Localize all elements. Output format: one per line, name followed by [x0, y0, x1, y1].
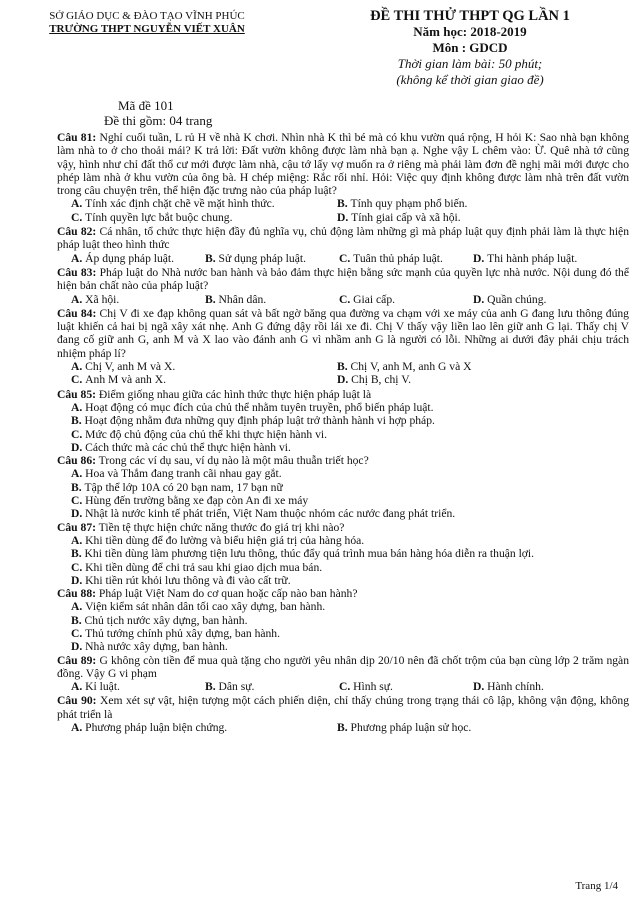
options-85	[71, 401, 629, 454]
question-text: Chị V đi xe đạp không quan sát và bất ngờ băng qua đường va chạm với xe máy của anh G đang lưu thông đúng luật khiến cả hai bị ngã xây xát nhẹ. Anh G đứng dậy rồi lái xe đi. Chị V thấy vậy liền lao lên giữ anh G lại. Thấy chị V đang cố giữ anh G, anh M và X lao vào đánh anh G vì nhầm anh G là người có lỗi. Những ai dưới đây phải chịu trách nhiệm pháp lí?	[57, 306, 629, 360]
options-90	[71, 721, 629, 734]
exam-time: Thời gian làm bài: 50 phút;	[397, 56, 543, 71]
question-number: Câu 81:	[57, 131, 97, 144]
question-90	[57, 694, 629, 721]
option-c: C. Hình sự.	[339, 680, 393, 694]
question-text: Trong các ví dụ sau, ví dụ nào là một mâu thuẫn triết học?	[95, 454, 369, 468]
option-b: B. Chị V, anh M, anh G và X	[337, 360, 472, 374]
question-text: Nghỉ cuối tuần, L rủ H về nhà K chơi. Nhìn nhà K thì bé mà có khu vườn quá rộng, H hỏi K: Sao nhà bạn không làm nhà to ở cho thoải mái? K trả lời: Đất vườn không được làm nhà bạn ạ. Nghe vậy L chêm vào: Ừ. Quê nhà tớ cũng vậy, hình như chỉ đất thổ cư mới được làm nhà, cậu tớ lấy vợ muốn ra ở riêng mà phải làm đơn đề nghị mãi mới được cho phép làm nhà ở khu vườn của ông bà. H chép miệng: Rắc rối nhỉ. Hỏi: Việc quy định không được làm nhà trên đất vườn trong câu chuyện trên, thể hiện đặc trưng nào của pháp luật?	[57, 131, 629, 198]
options-84	[71, 360, 629, 387]
page-footer: Trang 1/4	[575, 880, 618, 892]
option-c: C. Khi tiền dùng để chi trả sau khi giao dịch mua bán.	[71, 560, 323, 574]
question-text: Xem xét sự vật, hiện tượng một cách phiến diện, chỉ thấy chúng trong trạng thái cô lập, không vận động, không phát triển là	[57, 694, 629, 721]
option-a: A. Viện kiểm sát nhân dân tối cao xây dựng, ban hành.	[71, 600, 326, 614]
option-c: C. Tuân thủ pháp luật.	[339, 251, 443, 265]
option-b: B. Tập thể lớp 10A có 20 bạn nam, 17 bạn nữ	[71, 480, 283, 494]
question-82	[57, 225, 629, 252]
option-c: C. Thủ tướng chính phủ xây dựng, ban hành.	[71, 626, 281, 640]
option-a: A. Tính xác định chặt chẽ về mặt hình thức.	[71, 197, 275, 211]
options-81	[71, 197, 629, 224]
option-a: A. Khi tiền dùng để đo lường và biểu hiện giá trị của hàng hóa.	[71, 533, 365, 547]
option-a: A. Phương pháp luận biện chứng.	[71, 721, 228, 735]
option-b: B. Chủ tịch nước xây dựng, ban hành.	[71, 613, 248, 627]
option-b: B. Nhân dân.	[205, 292, 267, 306]
option-c: C. Tính quyền lực bắt buộc chung.	[71, 210, 233, 224]
options-88	[71, 600, 629, 653]
option-d: D. Quần chúng.	[473, 292, 547, 306]
question-text: Cá nhân, tổ chức thực hiện đầy đủ nghĩa vụ, chủ động làm những gì mà pháp luật quy định phải làm là thực hiện pháp luật theo hình thức	[57, 225, 629, 252]
option-d: D. Thi hành pháp luật.	[473, 251, 578, 265]
option-a: A. Chị V, anh M và X.	[71, 360, 176, 374]
question-83	[57, 266, 629, 293]
options-89	[71, 680, 629, 693]
option-b: B. Khi tiền dùng làm phương tiện lưu thông, thúc đẩy quá trình mua bán hàng hóa diễn ra thuận lợi.	[71, 547, 535, 561]
question-86	[57, 454, 629, 467]
option-b: B. Phương pháp luận sử học.	[337, 721, 472, 735]
question-81	[57, 131, 629, 197]
question-85	[57, 388, 629, 401]
option-a: A. Hoạt động có mục đích của chủ thể nhằm tuyên truyền, phổ biến pháp luật.	[71, 400, 434, 414]
option-d: D. Nhật là nước kinh tế phát triển, Việt Nam thuộc nhóm các nước đang phát triển.	[71, 507, 456, 521]
question-number: Câu 87:	[57, 520, 96, 534]
option-c: C. Anh M và anh X.	[71, 373, 166, 387]
option-b: B. Tính quy phạm phổ biến.	[337, 197, 468, 211]
question-89	[57, 654, 629, 681]
options-86	[71, 467, 629, 520]
question-87	[57, 521, 629, 534]
question-number: Câu 86:	[57, 454, 96, 468]
question-number: Câu 89:	[57, 653, 97, 667]
question-text: Pháp luật do Nhà nước ban hành và bảo đảm thực hiện bằng sức mạnh của quyền lực nhà nước. Nội dung đó thể hiện bản chất nào của pháp luật?	[57, 265, 629, 293]
header-right	[320, 8, 620, 88]
header-left	[22, 10, 272, 36]
option-c: C. Mức độ chủ động của chủ thể khi thực hiện hành vi.	[71, 427, 327, 441]
question-text: Tiền tệ thực hiện chức năng thước đo giá trị khi nào?	[95, 520, 345, 534]
page-count: Đề thi gồm: 04 trang	[104, 113, 213, 128]
exam-title: ĐỀ THI THỬ THPT QG LẦN 1	[370, 8, 570, 24]
exam-code: Mã đề 101	[118, 98, 174, 113]
question-number: Câu 88:	[57, 587, 96, 601]
question-text: G không còn tiền để mua quà tặng cho người yêu nhân dịp 20/10 nên đã chốt trộm của bạn cùng lớp 2 trăm ngàn đồng. Vậy G vi phạm	[57, 653, 629, 680]
option-b: B. Sử dụng pháp luật.	[205, 251, 306, 265]
option-d: D. Nhà nước xây dựng, ban hành.	[71, 640, 228, 654]
option-a: A. Áp dụng pháp luật.	[71, 251, 175, 265]
options-87	[71, 534, 629, 587]
option-c: C. Hùng đến trường bằng xe đạp còn An đi xe máy	[71, 494, 309, 508]
option-d: D. Cách thức mà các chủ thể thực hiện hành vi.	[71, 440, 291, 454]
option-a: A. Xã hội.	[71, 292, 120, 306]
questions-body	[57, 131, 629, 735]
school-name: TRƯỜNG THPT NGUYỄN VIẾT XUÂN	[49, 23, 245, 35]
option-a: A. Hoa và Thắm đang tranh cãi nhau gay gắt.	[71, 467, 282, 481]
option-d: D. Chị B, chị V.	[337, 373, 411, 387]
option-c: C. Giai cấp.	[339, 292, 396, 306]
question-number: Câu 82:	[57, 225, 97, 239]
option-b: B. Hoạt động nhằm đưa những quy định pháp luật trở thành hành vi hợp pháp.	[71, 414, 435, 428]
question-text: Pháp luật Việt Nam do cơ quan hoặc cấp nào ban hành?	[95, 587, 358, 601]
question-number: Câu 83:	[57, 265, 97, 279]
department-name: SỞ GIÁO DỤC & ĐÀO TẠO VĨNH PHÚC	[49, 10, 245, 22]
question-number: Câu 90:	[57, 694, 97, 708]
question-88	[57, 587, 629, 600]
school-year: Năm học: 2018-2019	[413, 24, 527, 39]
option-d: D. Hành chính.	[473, 680, 544, 694]
subject: Môn : GDCD	[432, 40, 508, 55]
options-82	[71, 252, 629, 265]
option-a: A. Kỉ luật.	[71, 680, 120, 694]
option-d: D. Khi tiền rút khỏi lưu thông và đi vào cất trữ.	[71, 573, 291, 587]
option-d: D. Tính giai cấp và xã hội.	[337, 210, 461, 224]
question-number: Câu 84:	[57, 306, 97, 320]
exam-time-note: (không kể thời gian giao đề)	[396, 72, 544, 87]
options-83	[71, 293, 629, 306]
question-number: Câu 85:	[57, 387, 96, 401]
question-text: Điểm giống nhau giữa các hình thức thực hiện pháp luật là	[95, 387, 372, 401]
option-b: B. Dân sự.	[205, 680, 255, 694]
question-84	[57, 307, 629, 360]
